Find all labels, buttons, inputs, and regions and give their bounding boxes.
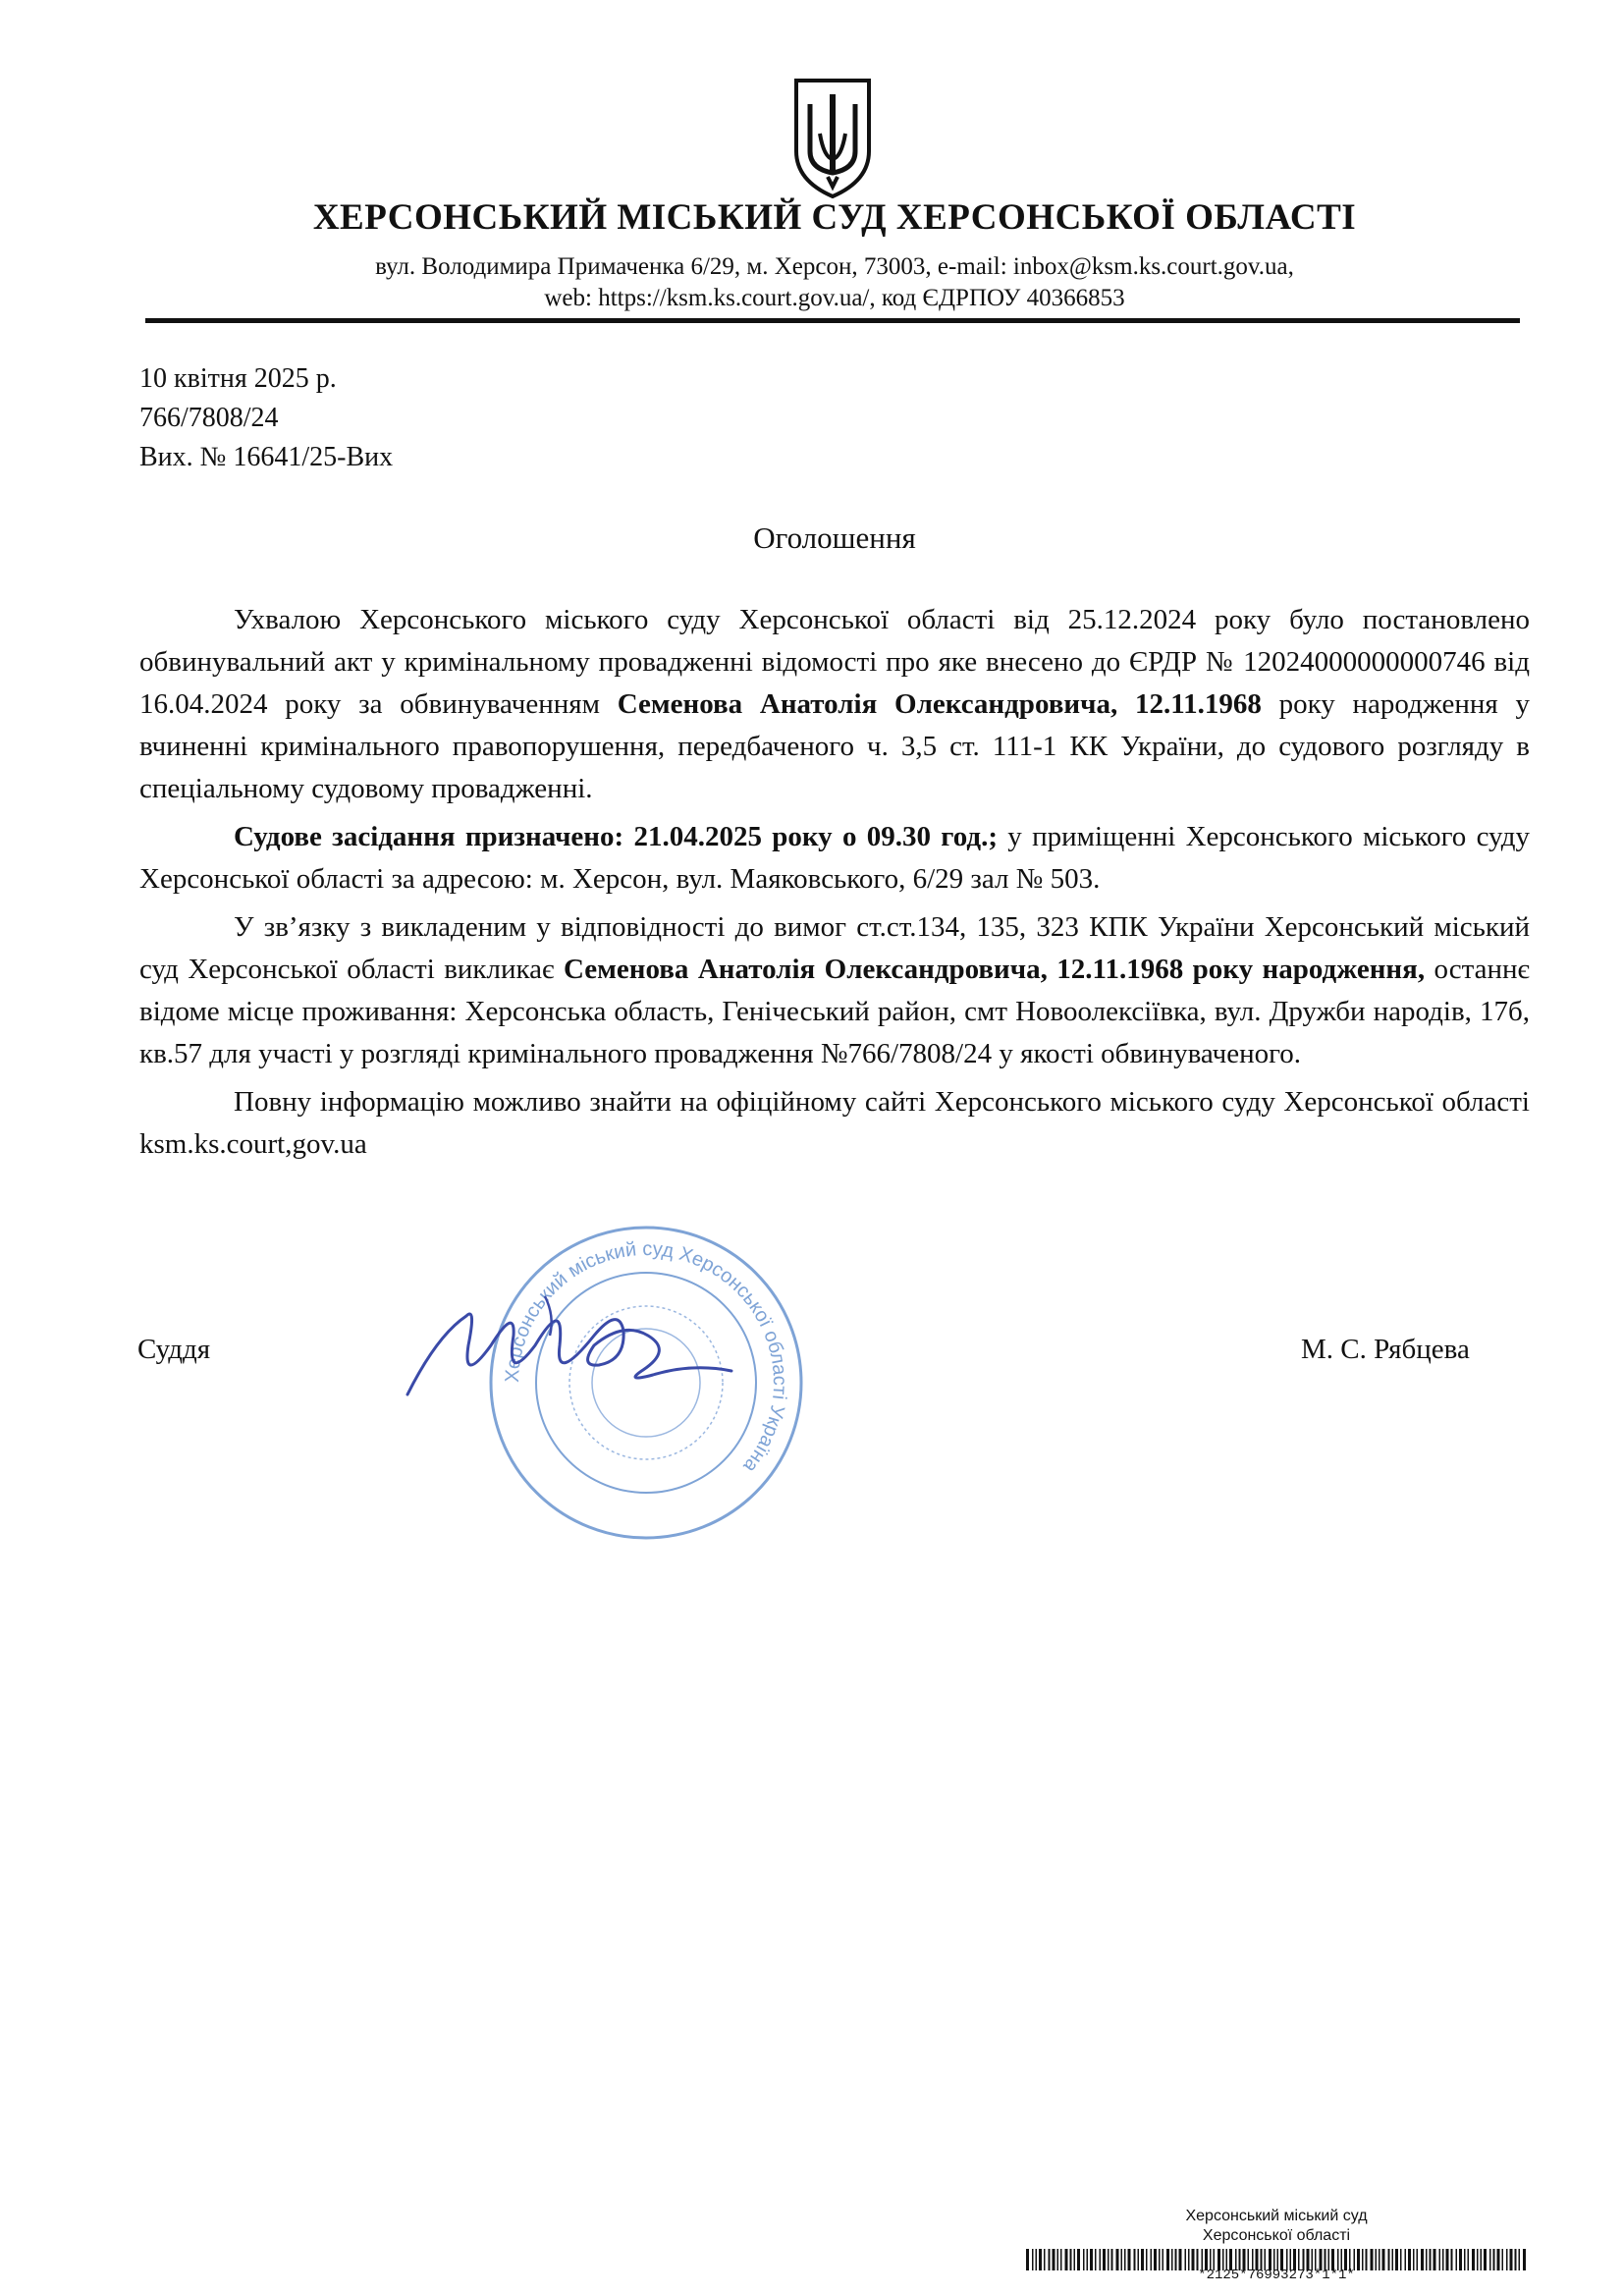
header-divider xyxy=(145,318,1520,323)
defendant-name: Семенова Анатолія Олександровича, 12.11.1968 xyxy=(617,688,1262,720)
court-address: вул. Володимира Примаченка 6/29, м. Херсон, 73003, e-mail: inbox@ksm.ks.court.gov.ua, xyxy=(375,253,1294,280)
svg-text:Херсонський міський суд Херсон: Херсонський міський суд Херсонської області Україна xyxy=(501,1237,791,1477)
court-web-and-code: web: https://ksm.ks.court.gov.ua/, код ЄДРПОУ 40366853 xyxy=(544,285,1125,311)
case-number: 766/7808/24 xyxy=(139,403,279,433)
signer-role: Суддя xyxy=(137,1334,211,1365)
barcode-text: *2125*76993273*1*1* xyxy=(1198,2268,1355,2283)
handwritten-signature-icon xyxy=(398,1277,761,1414)
signer-name: М. С. Рябцева xyxy=(1301,1334,1470,1365)
paragraph-hearing: Судове засідання призначено: 21.04.2025 року о 09.30 год.; у приміщенні Херсонського міського суду Херсонської області за адресою: м. Херсон, вул. Маяковського, 6/29 зал № 503. xyxy=(139,821,1530,895)
registration-court-line1: Херсонський міський суд xyxy=(1185,2208,1368,2224)
document-date: 10 квітня 2025 р. xyxy=(139,363,337,394)
document-body xyxy=(139,599,1530,1172)
paragraph-summons: У зв’язку з викладеним у відповідності до вимог ст.ст.134, 135, 323 КПК України Херсонський міський суд Херсонської області викликає Семенова Анатолія Олександровича, 12.11.1968 року народження, останнє відоме місце проживання: Херсонська область, Генічеський район, смт Новоолексіївка, вул. Дружби народів, 17б, кв.57 для участі у розгляді кримінального провадження №766/7808/24 у якості обвинуваченого. xyxy=(139,911,1531,1069)
outgoing-number: Вих. № 16641/25-Вих xyxy=(139,442,394,472)
paragraph-info: Повну інформацію можливо знайти на офіційному сайті Херсонського міського суду Херсонської області ksm.ks.court,gov.ua xyxy=(139,1086,1530,1160)
court-name: ХЕРСОНСЬКИЙ МІСЬКИЙ СУД ХЕРСОНСЬКОЇ ОБЛАСТІ xyxy=(312,197,1357,238)
trident-emblem-icon xyxy=(788,75,877,202)
defendant-name-summons: Семенова Анатолія Олександровича, 12.11.1968 року народження, xyxy=(563,954,1426,985)
registration-court-line2: Херсонської області xyxy=(1202,2227,1351,2244)
document-title: Оголошення xyxy=(753,520,916,555)
paragraph-ruling: Ухвалою Херсонського міського суду Херсонської області від 25.12.2024 року було постановлено обвинувальний акт у кримінальному провадженні відомості про яке внесено до ЄРДР № 12024000000000746 від 16.04.2024 року за обвинуваченням Семенова Анатолія Олександровича, 12.11.1968 року народження у вчиненні кримінального правопорушення, передбаченого ч. 3,5 ст. 111-1 КК України, до судового розгляду в спеціальному судовому провадженні. xyxy=(139,604,1530,804)
hearing-date: Судове засідання призначено: 21.04.2025 року о 09.30 год.; xyxy=(234,821,998,852)
